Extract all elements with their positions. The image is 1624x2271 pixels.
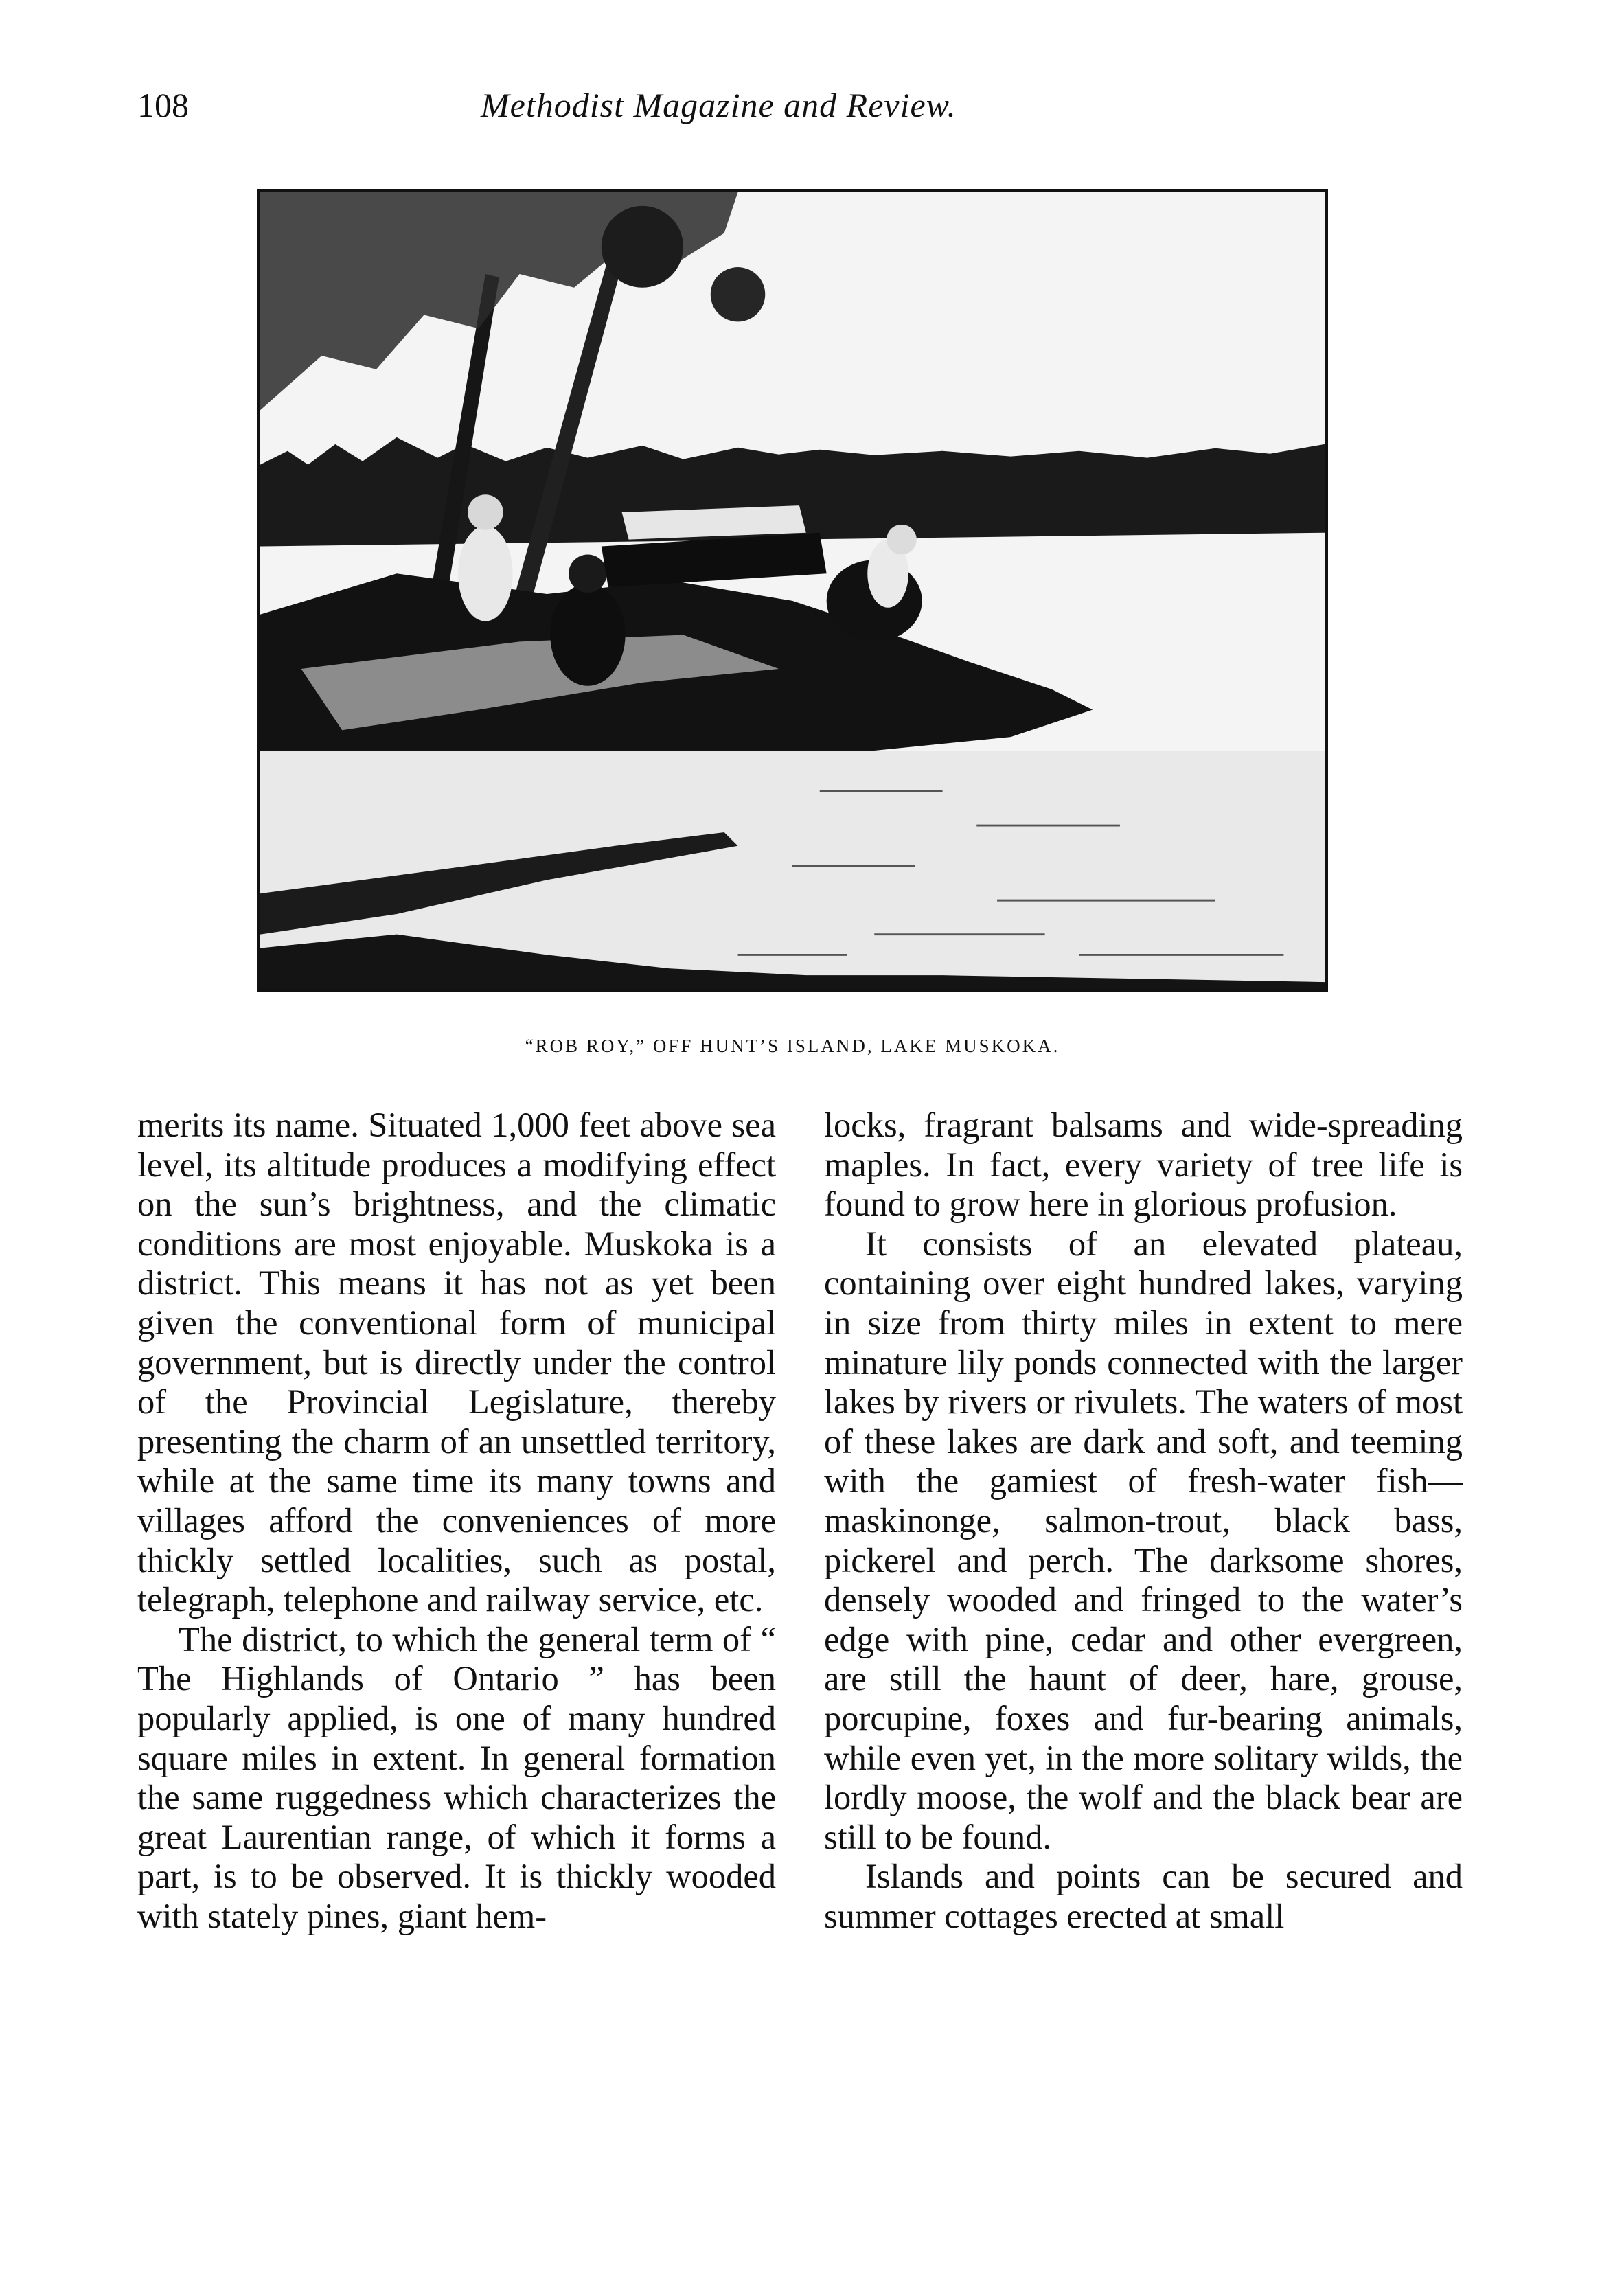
lake-scene-illustration bbox=[260, 192, 1325, 989]
right-paragraph-2: It consists of an elevated plateau, containing over eight hundred lakes, varying in size from thirty miles in extent to mere minature lily ponds connected with the larger lakes by rivers or rivulets. The waters of most of these lakes are dark and soft, and teeming with the gamiest of fresh-water fish—maskinonge, salmon-trout, black bass, pickerel and perch. The darksome shores, densely wooded and fringed to the water’s edge with pine, cedar and other evergreen, are still the haunt of deer, hare, grouse, porcupine, foxes and fur-bearing animals, while even yet, in the more solitary wilds, the lordly moose, the wolf and the black bear are still to be found. bbox=[824, 1224, 1463, 1856]
right-paragraph-3: Islands and points can be secured and summer cottages erected at small bbox=[824, 1857, 1463, 1935]
running-title: Methodist Magazine and Review. bbox=[481, 86, 957, 124]
left-paragraph-1: merits its name. Situated 1,000 feet above sea level, its altitude produces a modifying effect on the sun’s brightness, and the climatic conditions are most enjoyable. Muskoka is a district. This means it has not as yet been given the conventional form of municipal government, but is directly under the control of the Provincial Legislature, thereby presenting the charm of an unsettled territory, while at the same time its many towns and villages afford the conveniences of more thickly settled localities, such as postal, telegraph, telephone and railway service, etc. bbox=[137, 1106, 776, 1619]
page-number: 108 bbox=[137, 86, 189, 124]
right-column bbox=[824, 1106, 1463, 1936]
figure-caption: “ROB ROY,” OFF HUNT’S ISLAND, LAKE MUSKOKA. bbox=[525, 1036, 1060, 1056]
left-paragraph-2: The district, to which the general term of “ The Highlands of Ontario ” has been popularly applied, is one of many hundred square miles in extent. In general formation the same ruggedness which characterizes the great Laurentian range, of which it forms a part, is to be observed. It is thickly wooded with stately pines, giant hem- bbox=[137, 1619, 776, 1935]
right-paragraph-1: locks, fragrant balsams and wide-spreading maples. In fact, every variety of tree life is found to grow here in glorious profusion. bbox=[824, 1106, 1463, 1224]
halftone-photograph bbox=[257, 189, 1328, 992]
left-column bbox=[137, 1106, 776, 1936]
